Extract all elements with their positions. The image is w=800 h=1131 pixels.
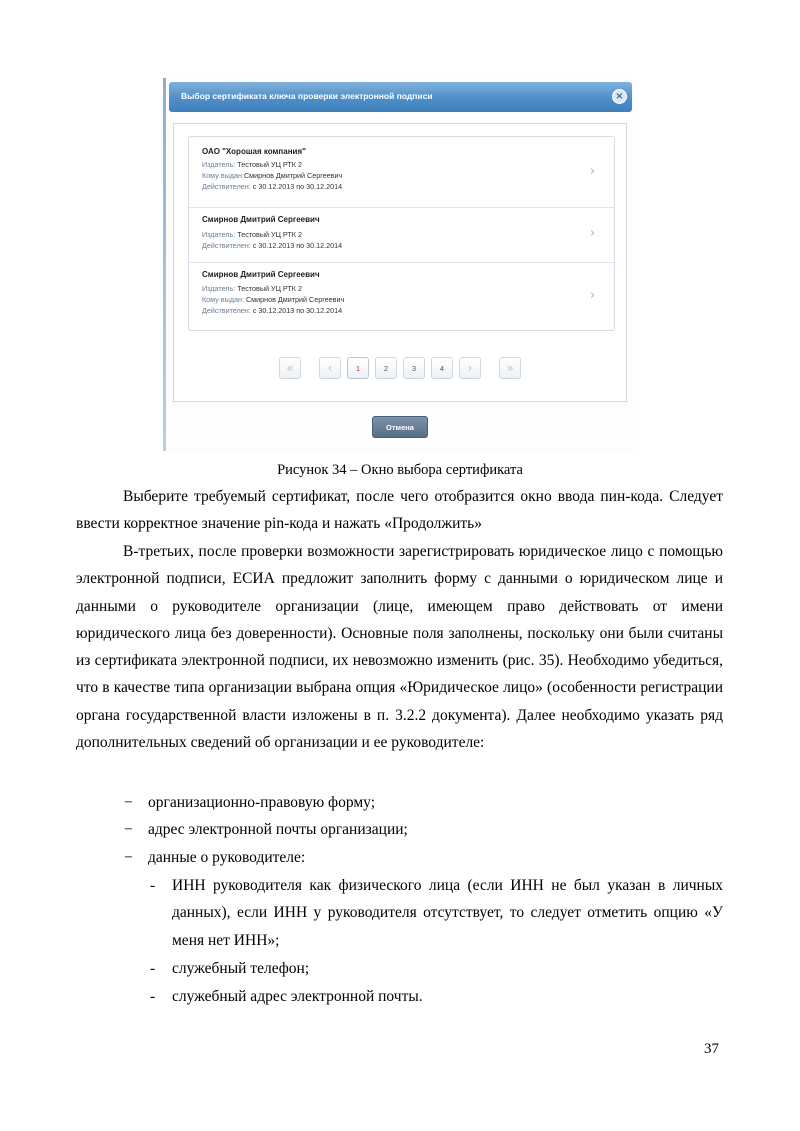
chevron-right-icon: › [590, 164, 596, 179]
sub-list-item-text: служебный адрес электронной почты. [172, 988, 423, 1005]
list-item-text: данные о руководителе: [148, 849, 306, 866]
cancel-button[interactable]: Отмена [372, 416, 428, 438]
screenshot-left-edge [163, 78, 166, 451]
certificate-owner: Кому выдан:Смирнов Дмитрий Сергеевич [202, 171, 343, 180]
paragraph-2: В-третьих, после проверки возможности зарегистрировать юридическое лицо с помощью электронной подписи, ЕСИА предложит заполнить форму с данными о юридическом лице и данными о руководителе организации (лице, имеющем право действовать от имени юридического лица без доверенности). Основные поля заполнены, поскольку они были считаны из сертификата электронной подписи, их невозможно изменить (рис. 35). Необходимо убедиться, что в качестве типа организации выбрана опция «Юридическое лицо» (особенности регистрации органа государственной власти изложены в п. 3.2.2 документа). Далее необходимо указать ряд дополнительных сведений об организации и ее руководителе: [76, 543, 723, 752]
page-button-4[interactable]: 4 [431, 357, 453, 379]
certificate-dialog-screenshot [163, 78, 638, 451]
dialog-title: Выбор сертификата ключа проверки электронной подписи [181, 91, 433, 101]
certificate-list [188, 136, 615, 331]
certificate-validity: Действителен: с 30.12.2013 по 30.12.2014 [202, 241, 343, 250]
last-page-icon[interactable]: » [499, 357, 521, 379]
next-page-icon[interactable]: › [459, 357, 481, 379]
paragraph-1: Выберите требуемый сертификат, после чего отобразится окно ввода пин-кода. Следует ввести корректное значение pin-кода и нажать «Продолжить» [76, 488, 723, 533]
page-button-2[interactable]: 2 [375, 357, 397, 379]
sub-bullet-mark: - [150, 960, 156, 977]
certificate-owner: Кому выдан: Смирнов Дмитрий Сергеевич [202, 295, 345, 304]
sub-bullet-mark: - [150, 988, 156, 1005]
pagination [174, 357, 628, 379]
certificate-item[interactable] [189, 207, 614, 262]
prev-page-icon[interactable]: ‹ [319, 357, 341, 379]
list-item-text: адрес электронной почты организации; [148, 821, 408, 838]
certificate-item[interactable] [189, 262, 614, 330]
page-number: 37 [704, 1041, 719, 1057]
certificate-issuer: Издатель: Тестовый УЦ РТК 2 [202, 284, 302, 293]
page-button-1[interactable]: 1 [347, 357, 369, 379]
figure-caption: Рисунок 34 – Окно выбора сертификата [277, 462, 523, 478]
certificate-issuer: Издатель: Тестовый УЦ РТК 2 [202, 230, 302, 239]
certificate-name: Смирнов Дмитрий Сергеевич [202, 215, 320, 224]
first-page-icon[interactable]: « [279, 357, 301, 379]
bullet-mark: − [124, 821, 133, 838]
close-icon[interactable]: × [612, 89, 627, 104]
dialog-header [169, 82, 632, 112]
certificate-details [202, 213, 342, 251]
certificate-issuer: Издатель: Тестовый УЦ РТК 2 [202, 160, 302, 169]
bullet-mark: − [124, 794, 133, 811]
certificate-item[interactable] [189, 137, 614, 207]
sub-bullet-mark: - [150, 877, 156, 894]
sub-list-item-text: служебный телефон; [172, 960, 310, 977]
list-item-text: организационно-правовую форму; [148, 794, 376, 811]
certificate-validity: Действителен: с 30.12.2013 по 30.12.2014 [202, 306, 343, 315]
bullet-mark: − [124, 849, 133, 866]
page-button-3[interactable]: 3 [403, 357, 425, 379]
chevron-right-icon: › [590, 288, 596, 303]
certificate-details [202, 145, 342, 192]
dialog-panel [173, 123, 627, 402]
certificate-validity: Действителен: с 30.12.2013 по 30.12.2014 [202, 182, 343, 191]
certificate-details [202, 268, 344, 316]
chevron-right-icon: › [590, 226, 596, 241]
sub-list-item-text: ИНН руководителя как физического лица (если ИНН не был указан в личных данных), если ИНН у руководителя отсутствует, то следует отметить опцию «У меня нет ИНН»; [172, 877, 723, 949]
certificate-name: ОАО "Хорошая компания" [202, 147, 306, 156]
certificate-name: Смирнов Дмитрий Сергеевич [202, 270, 320, 279]
